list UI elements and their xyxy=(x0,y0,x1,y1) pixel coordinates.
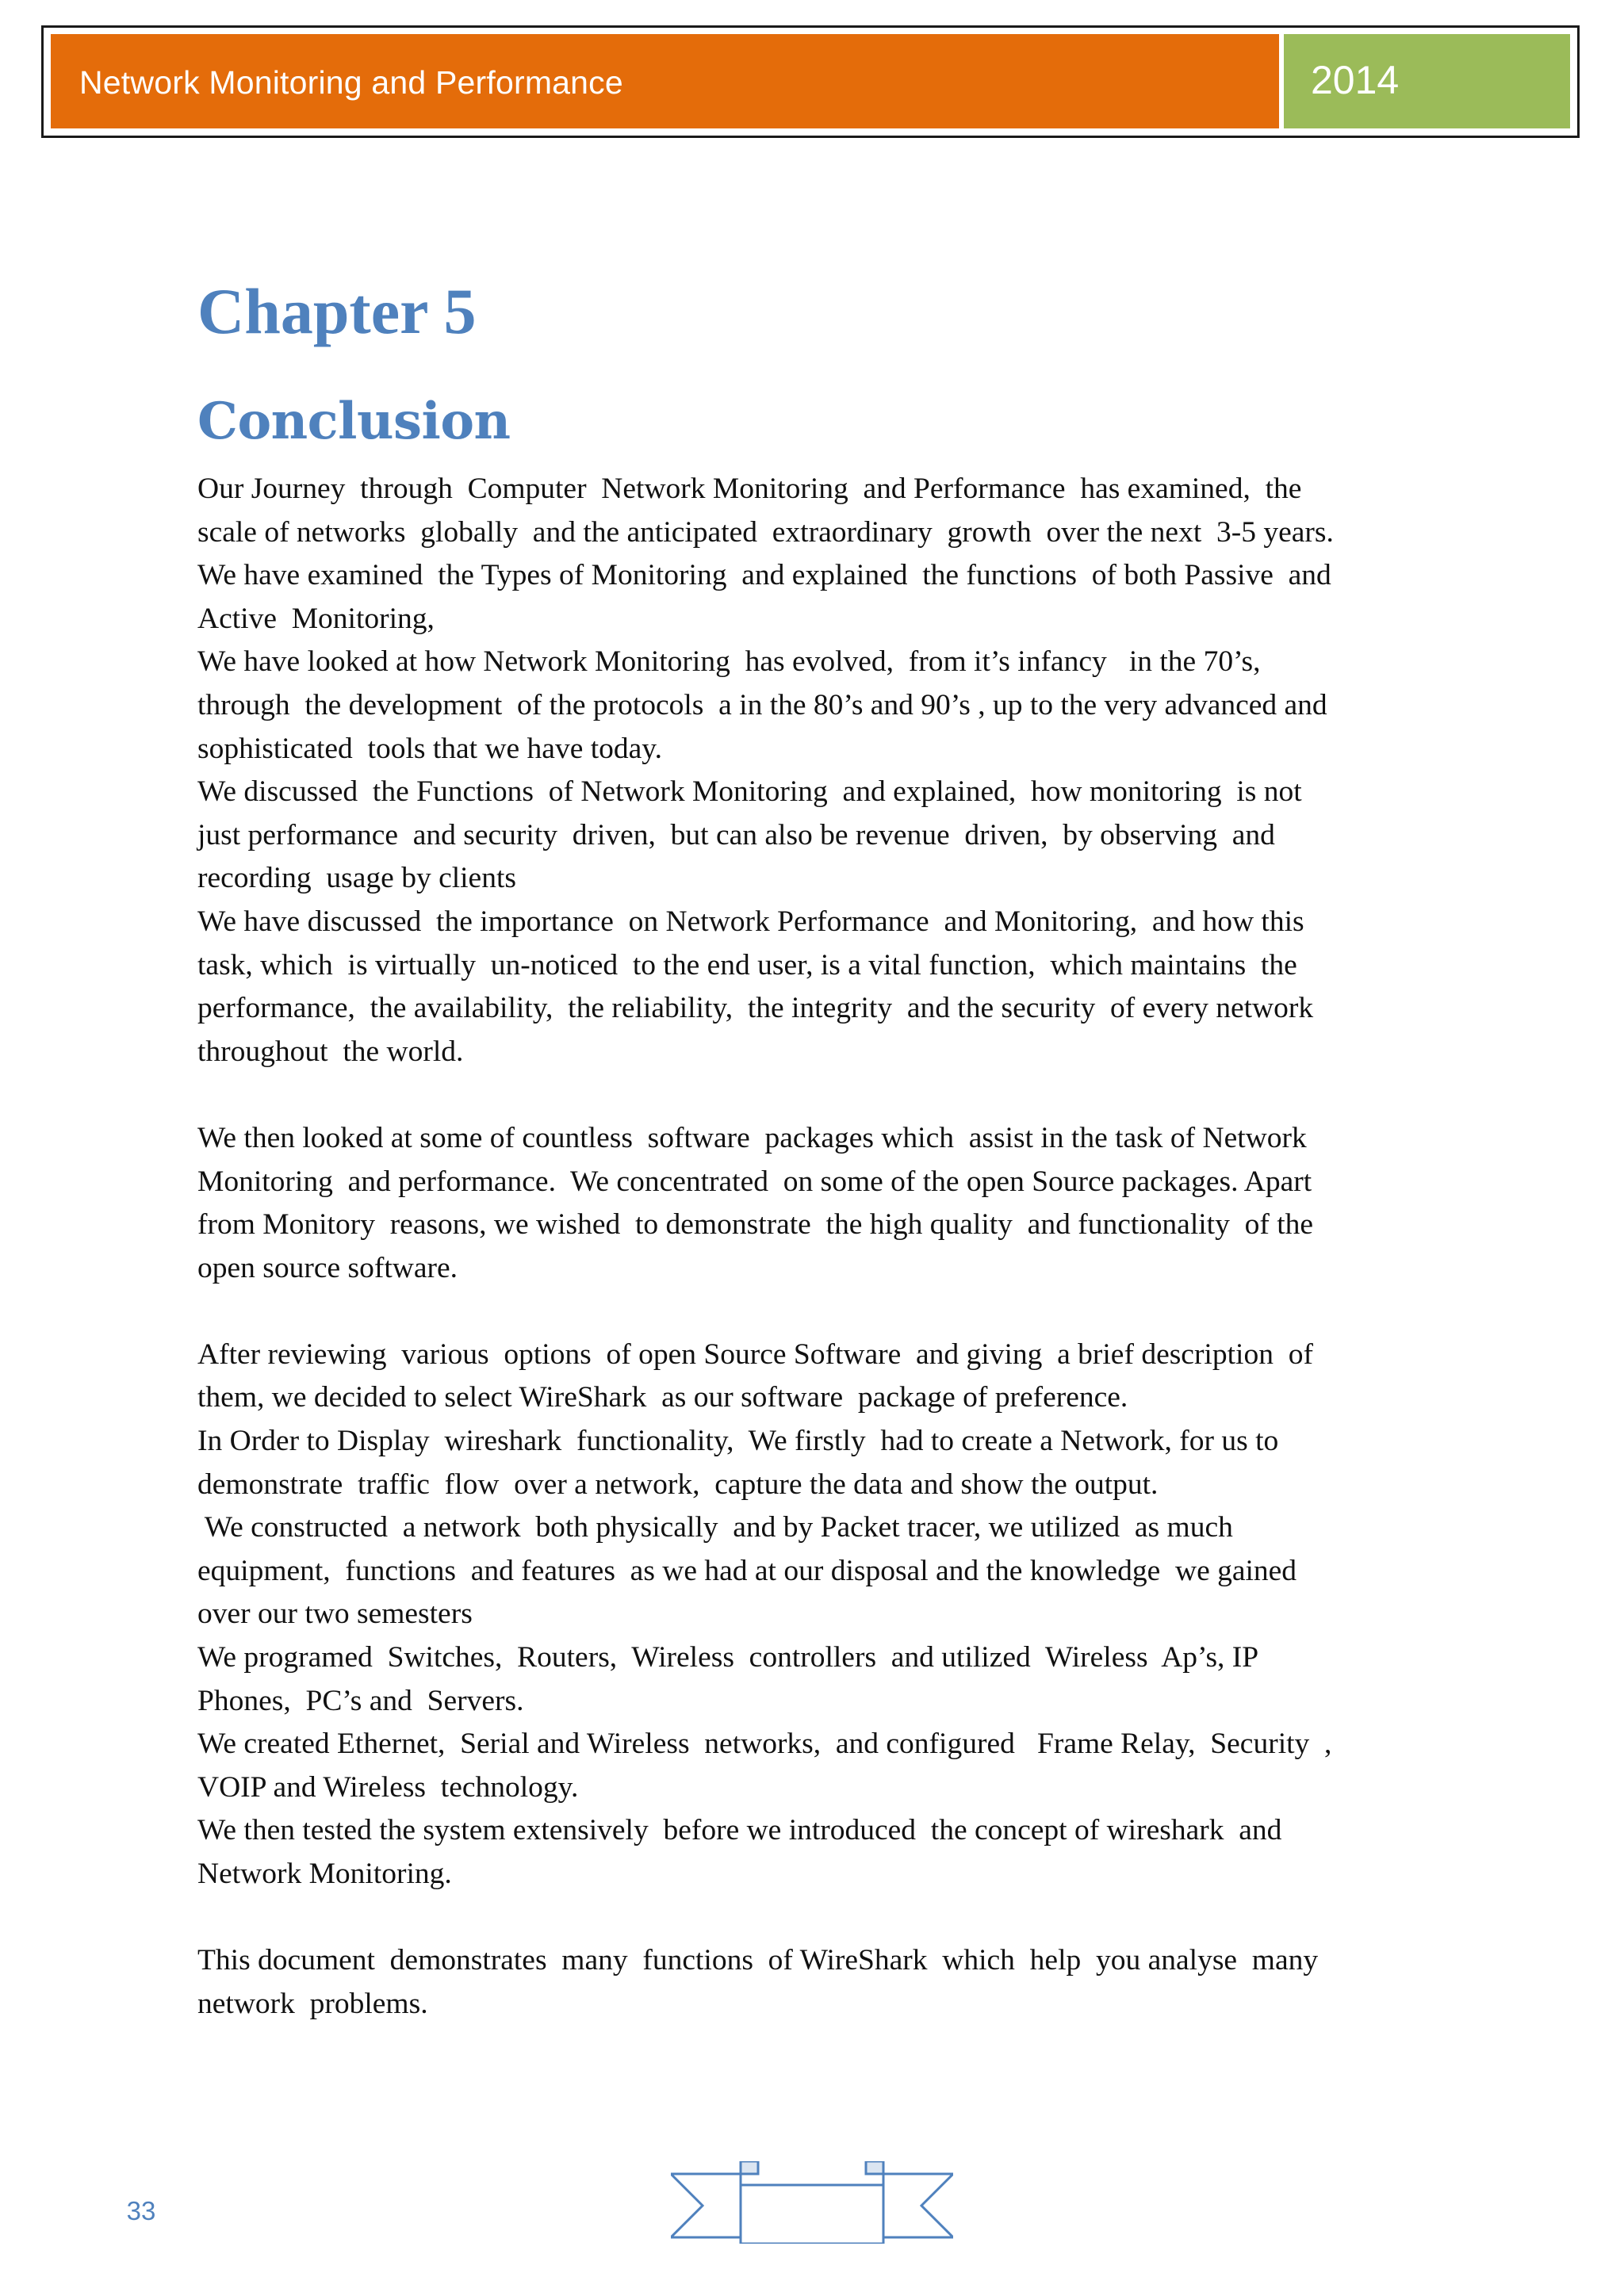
text-line: We have discussed the importance on Network Performance and Monitoring, and how this xyxy=(197,905,1304,938)
chapter-heading: Chapter 5 xyxy=(197,275,477,347)
header-year: 2014 xyxy=(1311,57,1400,102)
paragraph-break xyxy=(197,1896,1434,1940)
text-line: from Monitory reasons, we wished to demonstrate the high quality and functionality of the xyxy=(197,1208,1314,1242)
text-line: We have examined the Types of Monitoring and explained the functions of both Passive and xyxy=(197,559,1331,592)
text-line: equipment, functions and features as we had at our disposal and the knowledge we gained xyxy=(197,1554,1297,1587)
text-line: scale of networks globally and the anticipated extraordinary growth over the next 3-5 years. xyxy=(197,515,1334,549)
paragraph-break xyxy=(197,1290,1434,1334)
page-number-ribbon xyxy=(671,2161,953,2244)
text-line: We have looked at how Network Monitoring has evolved, from it’s infancy in the 70’s, xyxy=(197,645,1261,679)
text-line: recording usage by clients xyxy=(197,862,516,895)
text-line: performance, the availability, the reliability, the integrity and the security of every network xyxy=(197,992,1314,1025)
text-line: Network Monitoring. xyxy=(197,1858,452,1890)
text-line: Phones, PC’s and Servers. xyxy=(197,1684,524,1717)
text-line: task, which is virtually un-noticed to the end user, is a vital function, which maintains the xyxy=(197,948,1297,982)
text-line: Active Monitoring, xyxy=(197,602,435,635)
text-line: We created Ethernet, Serial and Wireless networks, and configured Frame Relay, Security , xyxy=(197,1728,1332,1761)
body-text xyxy=(197,468,1434,2026)
page-number: 33 xyxy=(126,2196,156,2225)
text-line: throughout the world. xyxy=(197,1035,464,1068)
text-line: We discussed the Functions of Network Monitoring and explained, how monitoring is not xyxy=(197,775,1302,809)
text-line: sophisticated tools that we have today. xyxy=(197,732,662,765)
text-line: We programed Switches, Routers, Wireless controllers and utilized Wireless Ap’s, IP xyxy=(197,1641,1259,1674)
text-line: VOIP and Wireless technology. xyxy=(197,1770,579,1804)
section-heading: Conclusion xyxy=(197,392,511,451)
text-line: This document demonstrates many functions of WireShark which help you analyse many xyxy=(197,1944,1319,1977)
text-line: network problems. xyxy=(197,1987,428,2020)
header-year-box xyxy=(1284,34,1570,128)
page-header xyxy=(41,25,1580,138)
text-line: just performance and security driven, but can also be revenue driven, by observing and xyxy=(197,818,1275,851)
text-line: over our two semesters xyxy=(197,1598,473,1631)
text-line: Our Journey through Computer Network Monitoring and Performance has examined, the xyxy=(197,473,1302,505)
header-title: Network Monitoring and Performance xyxy=(79,64,623,101)
text-line: After reviewing various options of open Source Software and giving a brief description of xyxy=(197,1337,1313,1371)
text-line: We then looked at some of countless software packages which assist in the task of Network xyxy=(197,1121,1307,1154)
header-inner xyxy=(51,34,1570,128)
text-line: through the development of the protocols a in the 80’s and 90’s , up to the very advanced and xyxy=(197,688,1327,721)
text-line: We constructed a network both physically and by Packet tracer, we utilized as much xyxy=(197,1511,1233,1544)
text-line: open source software. xyxy=(197,1251,458,1284)
text-line: In Order to Display wireshark functionality, We firstly had to create a Network, for us to xyxy=(197,1425,1279,1458)
text-line: demonstrate traffic flow over a network, capture the data and show the output. xyxy=(197,1468,1159,1501)
text-line: them, we decided to select WireShark as our software package of preference. xyxy=(197,1381,1128,1414)
paragraph-break xyxy=(197,1073,1434,1117)
text-line: We then tested the system extensively before we introduced the concept of wireshark and xyxy=(197,1814,1282,1847)
header-title-box xyxy=(51,34,1284,128)
text-line: Monitoring and performance. We concentrated on some of the open Source packages. Apart xyxy=(197,1165,1312,1198)
